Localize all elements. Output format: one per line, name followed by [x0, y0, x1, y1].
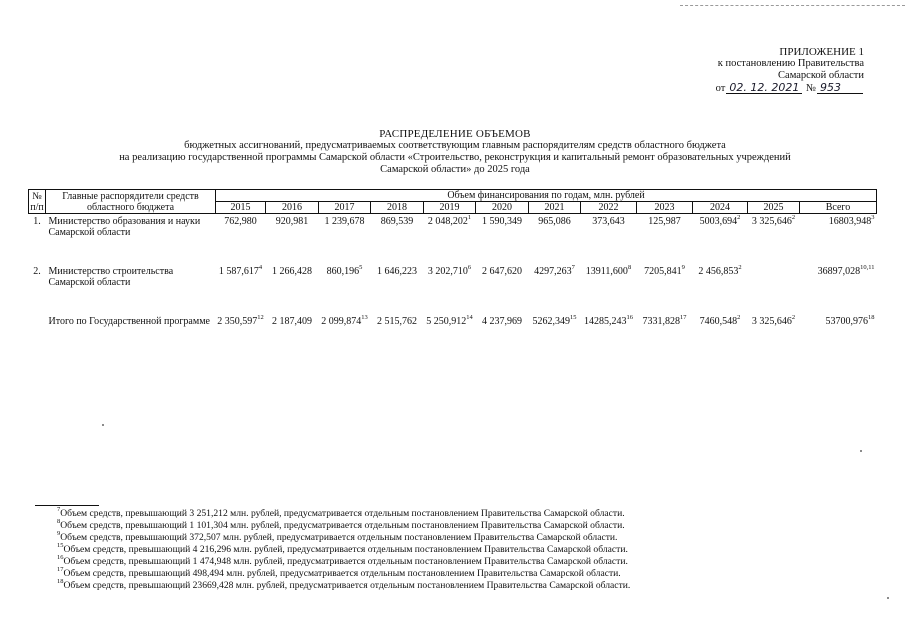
handwritten-date: 02. 12. 2021: [726, 82, 802, 94]
row-value-cell: [529, 264, 581, 288]
row-value: 1 239,678: [324, 216, 365, 227]
scan-speck: [860, 450, 862, 452]
row-value-footnote-mark: 13: [361, 313, 368, 321]
header-year-6: 2021: [529, 202, 581, 214]
row-distributor-name: Министерство образования и науки Самарской области: [48, 216, 201, 238]
appendix-line-1: к постановлению Правительства: [717, 58, 864, 69]
row-spacer-cell: [29, 288, 877, 314]
row-value: 3 202,710: [427, 266, 468, 277]
row-value: 2 647,620: [482, 266, 522, 277]
row-value: 7331,828: [642, 316, 680, 327]
row-value: 4297,263: [534, 266, 572, 277]
appendix-title: ПРИЛОЖЕНИЕ 1: [779, 46, 864, 58]
header-year-7: 2022: [581, 202, 637, 214]
row-value: 1 646,223: [377, 266, 417, 277]
row-value-footnote-mark: 2: [791, 313, 796, 321]
footnote-text: Объем средств, превышающий 3 251,212 млн. рублей, предусматривается отдельным постановлением Правительства Самарской области.: [60, 508, 625, 519]
title-line-1: РАСПРЕДЕЛЕНИЕ ОБЪЕМОВ: [379, 128, 531, 140]
row-value-cell: [693, 214, 748, 239]
row-value: 1 590,349: [482, 216, 522, 227]
row-value-cell: [216, 314, 266, 327]
row-value-cell: [581, 314, 637, 327]
footnote-number: 18: [57, 577, 64, 585]
row-value-footnote-mark: 4: [258, 263, 263, 271]
header-year-0: 2015: [216, 202, 266, 214]
row-value-cell: [800, 214, 877, 239]
footnote-item: [57, 565, 837, 580]
row-value-cell: [371, 264, 424, 288]
row-spacer-cell: [29, 238, 877, 264]
row-value-cell: [319, 314, 371, 327]
row-value-footnote-mark: 10,11: [860, 263, 875, 271]
row-value: 3 325,646: [751, 316, 792, 327]
row-value-cell: [424, 214, 476, 239]
header-number-line-2: п/п: [30, 201, 44, 213]
row-value-cell: [266, 264, 319, 288]
row-value-footnote-mark: 16: [626, 313, 633, 321]
row-value-footnote-mark: 5: [359, 263, 363, 271]
row-value-footnote-mark: 1: [467, 213, 472, 221]
funding-table: [28, 189, 877, 327]
row-value: 53700,976: [825, 316, 869, 327]
row-value-cell: [693, 314, 748, 327]
footnote-text: Объем средств, превышающий 498,494 млн. рублей, предусматривается отдельным постановлением Правительства Самарской области.: [63, 568, 621, 579]
table-body: [29, 214, 877, 328]
footnote-number: 9: [57, 529, 61, 537]
row-value: 16803,948: [828, 216, 872, 227]
table-row: [29, 214, 877, 239]
row-distributor-name: Итого по Государственной программе: [48, 316, 210, 327]
appendix-line-2: Самарской области: [778, 70, 864, 81]
footnote-text: Объем средств, превышающий 1 474,948 млн. рублей, предусматривается отдельным постановлением Правительства Самарской области.: [63, 556, 628, 567]
row-value: 5 250,912: [426, 316, 467, 327]
header-distributor-line-1: Главные распорядители средств: [62, 190, 199, 202]
row-value-footnote-mark: 18: [868, 313, 875, 321]
row-value: 860,196: [326, 266, 360, 277]
header-year-8: 2023: [637, 202, 693, 214]
handwritten-number: 953: [817, 82, 863, 94]
footnote-item: [57, 541, 837, 556]
row-value: 1 587,617: [218, 266, 259, 277]
row-value: 4 237,969: [482, 316, 522, 327]
row-spacer: [29, 238, 877, 264]
footnote-item: [57, 577, 837, 592]
number-prefix: №: [805, 83, 816, 94]
table-row: [29, 264, 877, 288]
footnote-number: 16: [57, 553, 64, 561]
row-value: 7460,548: [699, 316, 738, 327]
row-distributor-name: Министерство строительства Самарской области: [48, 266, 174, 288]
row-value-cell: [637, 264, 693, 288]
row-value-cell: [266, 214, 319, 239]
row-value: 2 099,874: [321, 316, 362, 327]
row-value-footnote-mark: 8: [627, 263, 632, 271]
row-value-cell: [371, 214, 424, 239]
footnote-number: 15: [57, 541, 64, 549]
row-value-footnote-mark: 14: [466, 313, 473, 321]
row-value-cell: [800, 264, 877, 288]
row-value-cell: [800, 314, 877, 327]
header-year-10: 2025: [748, 202, 800, 214]
row-value-footnote-mark: 7: [571, 263, 575, 271]
header-distributor-line-2: областного бюджета: [86, 201, 175, 213]
row-value-footnote-mark: 17: [680, 313, 687, 321]
row-value-footnote-mark: 2: [738, 263, 742, 271]
footnote-rule: [35, 505, 99, 506]
footnote-text: Объем средств, превышающий 1 101,304 млн. рублей, предусматривается отдельным постановлением Правительства Самарской области.: [60, 520, 625, 531]
row-value-cell: [748, 314, 800, 327]
row-spacer: [29, 288, 877, 314]
header-year-9: 2024: [693, 202, 748, 214]
row-value-footnote-mark: 15: [570, 313, 577, 321]
footnote-list: [57, 505, 837, 592]
row-value: 1 266,428: [272, 266, 312, 277]
header-year-5: 2020: [476, 202, 529, 214]
row-value-footnote-mark: 9: [681, 263, 685, 271]
header-funding-group: Объем финансирования по годам, млн. рублей: [216, 190, 877, 202]
row-value: 2 515,762: [377, 316, 417, 327]
row-value: 14285,243: [584, 316, 627, 327]
header-year-3: 2018: [371, 202, 424, 214]
row-value: 2 048,202: [427, 216, 468, 227]
row-value: 3 325,646: [751, 216, 792, 227]
footnote-text: Объем средств, превышающий 23669,428 млн. рублей, предусматривается отдельным постановлением Правительства Самарской области.: [63, 580, 631, 591]
row-number: [29, 314, 46, 327]
footnote-item: [57, 553, 837, 568]
row-value-cell: [216, 214, 266, 239]
row-value-footnote-mark: 2: [737, 313, 741, 321]
row-value: 5262,349: [532, 316, 570, 327]
scan-speck: [102, 424, 104, 426]
footnote-number: 17: [57, 565, 64, 573]
document-title: [60, 128, 850, 176]
row-value: 2 456,853: [698, 266, 739, 277]
row-value: 2 187,409: [272, 316, 312, 327]
row-value-cell: [637, 214, 693, 239]
row-value-cell: [529, 214, 581, 239]
header-year-2: 2017: [319, 202, 371, 214]
title-line-3: на реализацию государственной программы Самарской области «Строительство, реконструкция и капитальный ремонт образовательных учреждений: [119, 152, 791, 163]
header-year-1: 2016: [266, 202, 319, 214]
row-value-cell: [319, 214, 371, 239]
row-value: 36897,028: [817, 266, 861, 277]
row-value-cell: [529, 314, 581, 327]
row-value: 5003,694: [699, 216, 738, 227]
row-value-cell: [319, 264, 371, 288]
row-value: 373,643: [592, 216, 625, 227]
header-number-line-1: №: [32, 190, 42, 202]
date-prefix: от: [715, 83, 726, 94]
row-value-cell: [476, 214, 529, 239]
header-row-top: [29, 190, 877, 202]
appendix-block: [660, 46, 864, 95]
row-value-cell: [748, 214, 800, 239]
row-value: 965,086: [538, 216, 571, 227]
table-row: [29, 314, 877, 327]
row-value-cell: [637, 314, 693, 327]
scan-speck: [887, 597, 889, 599]
row-value: 2 350,597: [217, 316, 258, 327]
row-value-cell: [476, 314, 529, 327]
row-value-cell: [424, 264, 476, 288]
row-number: 2.: [33, 266, 41, 277]
appendix-date-line: [660, 82, 864, 95]
header-year-11: Всего: [800, 202, 877, 214]
header-distributor: [46, 190, 216, 214]
row-value: 762,980: [224, 216, 257, 227]
row-value-cell: [693, 264, 748, 288]
footnotes: [57, 505, 837, 592]
row-value-cell: [266, 314, 319, 327]
row-number: 1.: [33, 216, 41, 227]
title-line-2: бюджетных ассигнований, предусматриваемых соответствующим главным распорядителям средств областного бюджета: [184, 140, 726, 151]
row-value-cell: [581, 264, 637, 288]
row-value-footnote-mark: 6: [467, 263, 472, 271]
row-value: 7205,841: [644, 266, 682, 277]
footnote-text: Объем средств, превышающий 372,507 млн. рублей, предусматривается отдельным постановлением Правительства Самарской области.: [60, 532, 618, 543]
header-number: [29, 190, 46, 214]
footnote-text: Объем средств, превышающий 4 216,296 млн. рублей, предусматривается отдельным постановлением Правительства Самарской области.: [63, 544, 628, 555]
row-value-footnote-mark: 12: [257, 313, 264, 321]
row-value: 920,981: [275, 216, 309, 227]
row-value-cell: [216, 264, 266, 288]
row-value-cell: [371, 314, 424, 327]
row-value-cell: [748, 264, 800, 288]
title-line-4: Самарской области» до 2025 года: [380, 164, 530, 175]
footnote-item: [57, 517, 837, 532]
row-value-cell: [424, 314, 476, 327]
footnote-number: 8: [57, 517, 61, 525]
row-value: 13911,600: [585, 266, 628, 277]
footnote-item: [57, 529, 837, 544]
row-value-cell: [476, 264, 529, 288]
footnote-number: 7: [57, 505, 61, 513]
row-value: 125,987: [648, 216, 681, 227]
footnote-item: [57, 505, 837, 520]
row-value: 869,539: [380, 216, 414, 227]
row-value-cell: [581, 214, 637, 239]
row-value-footnote-mark: 3: [871, 213, 875, 221]
header-year-4: 2019: [424, 202, 476, 214]
row-value-footnote-mark: 2: [737, 213, 741, 221]
scan-artifact-line: [680, 5, 905, 6]
row-value-footnote-mark: 2: [791, 213, 796, 221]
